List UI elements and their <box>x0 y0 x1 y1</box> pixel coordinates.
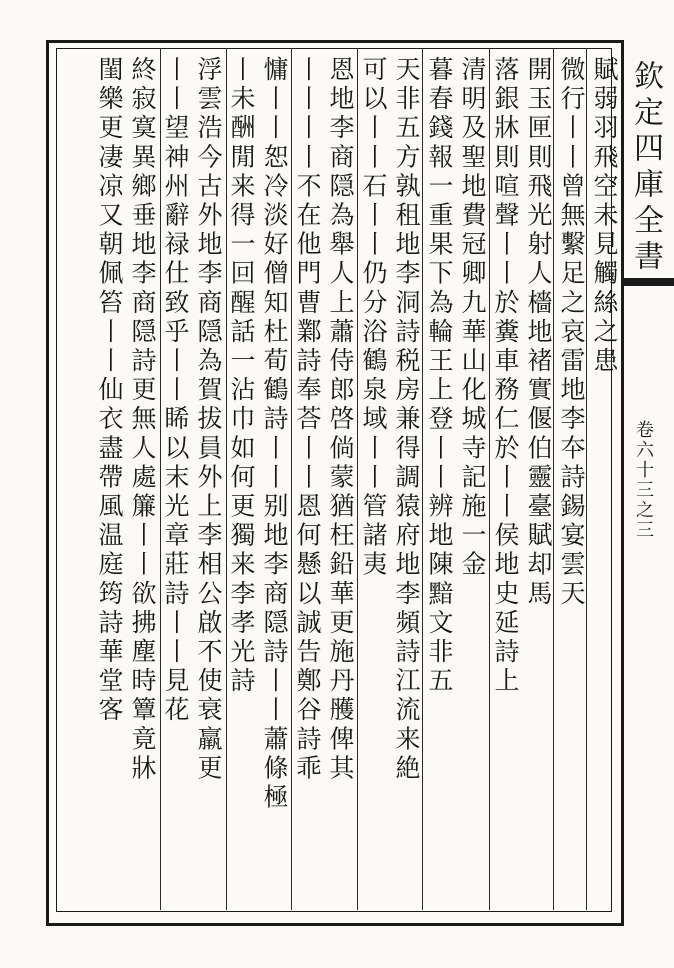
column-text: 可以丨丨石丨丨仍分浴鶴泉域丨丨管諸夷 <box>359 56 388 580</box>
column-text: 天非五方孰租地李洞詩税房兼得調猿府地李頻詩江流来絶 <box>392 56 421 784</box>
column-text: 開玉匣則飛光射人檣地褚實偃伯靈臺賦却馬 <box>524 56 553 609</box>
column-text: 浮雲浩今古外地李商隠為賀拔員外上李相公啟不使衰羸更 <box>194 56 223 784</box>
column-text: 落銀牀則喧聲丨丨於糞車務仁於丨丨侯地史延詩上 <box>491 56 520 697</box>
column-text: 丨未酬閒来得一回醒話一沾巾如何更獨来李孝光詩 <box>227 56 256 697</box>
text-column <box>95 56 139 902</box>
column-text: 微行丨丨曾無繫足之哀雷地李夲詩錫宴雲天 <box>557 56 586 609</box>
column-text: 閨樂更凄凉又朝佩笞丨丨仙衣盡帶風温庭筠詩華堂客 <box>95 56 124 726</box>
column-text: 丨丨丨丨不在他門曹鄴詩奉荅丨丨恩何懸以誠告鄭谷詩乖 <box>293 56 322 784</box>
book-title: 欽定四庫全書 <box>628 60 663 276</box>
column-text: 暮春錢報一重果下為輪王上登丨丨辨地陳黯文非五 <box>425 56 454 697</box>
column-text: 清明及聖地費冠卿九華山化城寺記施一金 <box>458 56 487 580</box>
column-text: 慵丨丨恕冷淡好僧知杜荀鶴詩丨丨别地李商隠詩丨丨蕭條極 <box>260 56 289 813</box>
column-text: 丨丨望神州辭禄仕致乎丨丨睎以末光章莊詩丨丨見花 <box>161 56 190 726</box>
column-text: 賦弱羽飛空未見觸絲之患 <box>590 56 619 377</box>
column-text: 恩地李商隠為舉人上蕭侍郎啓倘蒙猶枉鉛華更施丹雘俾其 <box>326 56 355 784</box>
juan-label: 卷六十三之三 <box>633 420 654 540</box>
column-text: 終寂寞異鄉垂地李商隠詩更無人處簾丨丨欲拂塵時簟竟牀 <box>128 56 157 784</box>
